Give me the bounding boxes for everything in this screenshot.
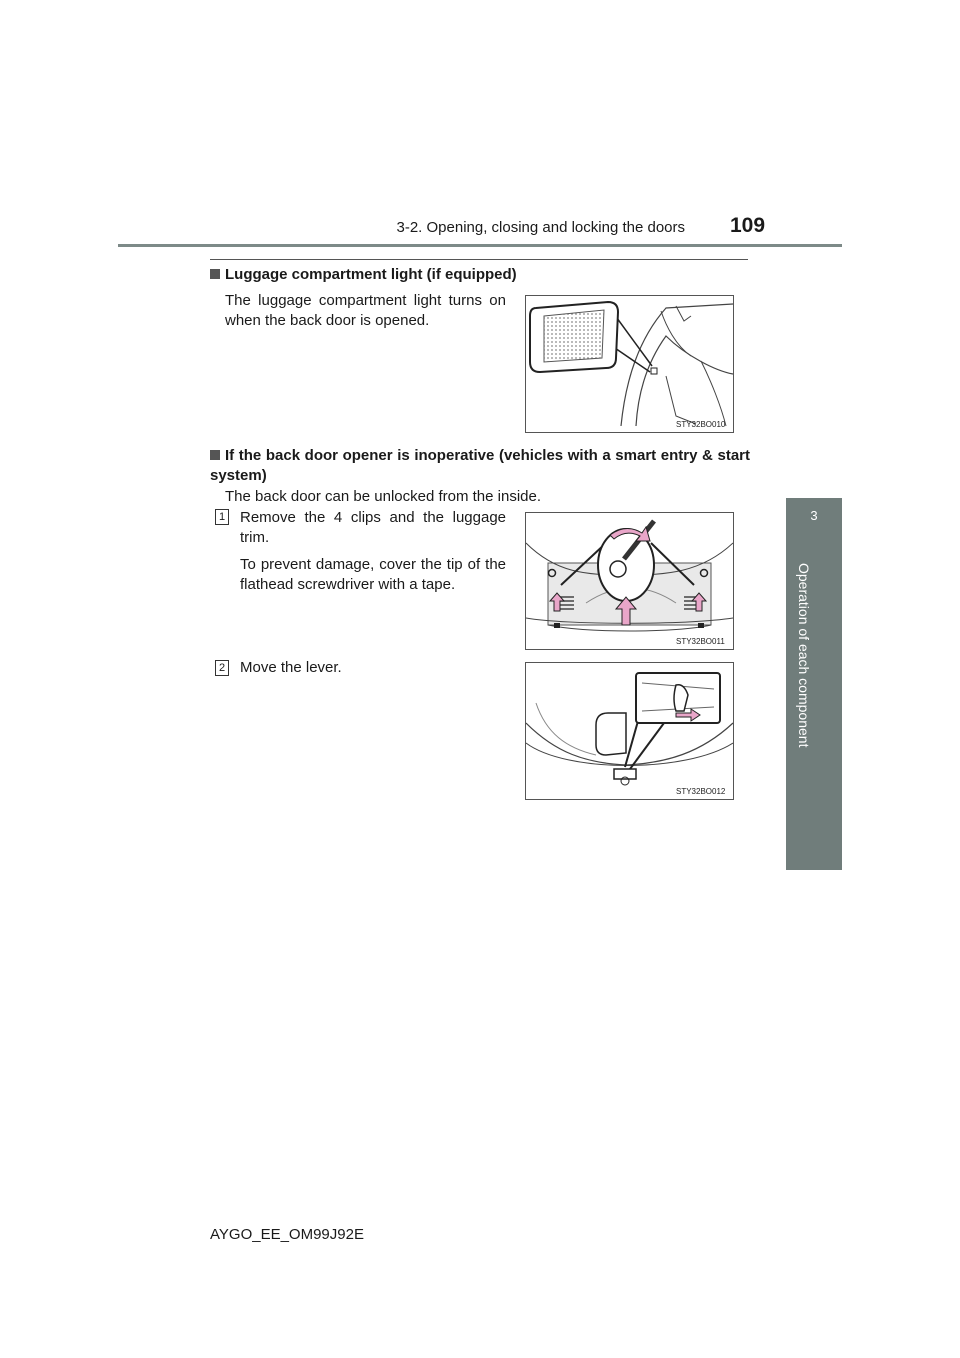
section-heading-text: If the back door opener is inoperative (vehicles with a smart entry & start system): [210, 447, 750, 484]
figure-code: STY32BO012: [676, 787, 726, 796]
step-number-box: 2: [215, 660, 229, 676]
section-rule: [210, 259, 748, 260]
figure-code: STY32BO011: [676, 637, 725, 646]
figure-remove-clips: [525, 512, 734, 650]
footer-document-code: AYGO_EE_OM99J92E: [210, 1226, 364, 1243]
chapter-label: Operation of each component: [796, 563, 812, 748]
figure-move-lever: [525, 662, 734, 800]
header-rule: [118, 244, 842, 247]
section-heading-back-door-opener: [210, 446, 750, 486]
heading-square-icon: [210, 450, 220, 460]
luggage-light-illustration: [526, 296, 733, 432]
back-door-intro: The back door can be unlocked from the inside.: [225, 488, 542, 505]
heading-square-icon: [210, 269, 220, 279]
step-number-box: 1: [215, 509, 229, 525]
section-heading-luggage-light: [210, 265, 750, 285]
step-2-text: Move the lever.: [240, 659, 342, 676]
running-header-title: 3-2. Opening, closing and locking the doors: [396, 219, 685, 236]
section-heading-text: Luggage compartment light (if equipped): [225, 266, 517, 283]
luggage-light-description: The luggage compartment light turns on when the back door is opened.: [225, 292, 506, 329]
figure-luggage-light: [525, 295, 734, 433]
figure-code: STY32BO010: [676, 420, 726, 429]
step-1-note: To prevent damage, cover the tip of the flathead screwdriver with a tape.: [240, 556, 506, 593]
remove-clips-illustration: [526, 513, 733, 649]
chapter-tab: [786, 498, 842, 558]
move-lever-illustration: [526, 663, 733, 799]
page-number: 109: [730, 214, 766, 237]
step-1-text: Remove the 4 clips and the luggage trim.: [240, 509, 506, 546]
chapter-number: 3: [810, 508, 818, 523]
